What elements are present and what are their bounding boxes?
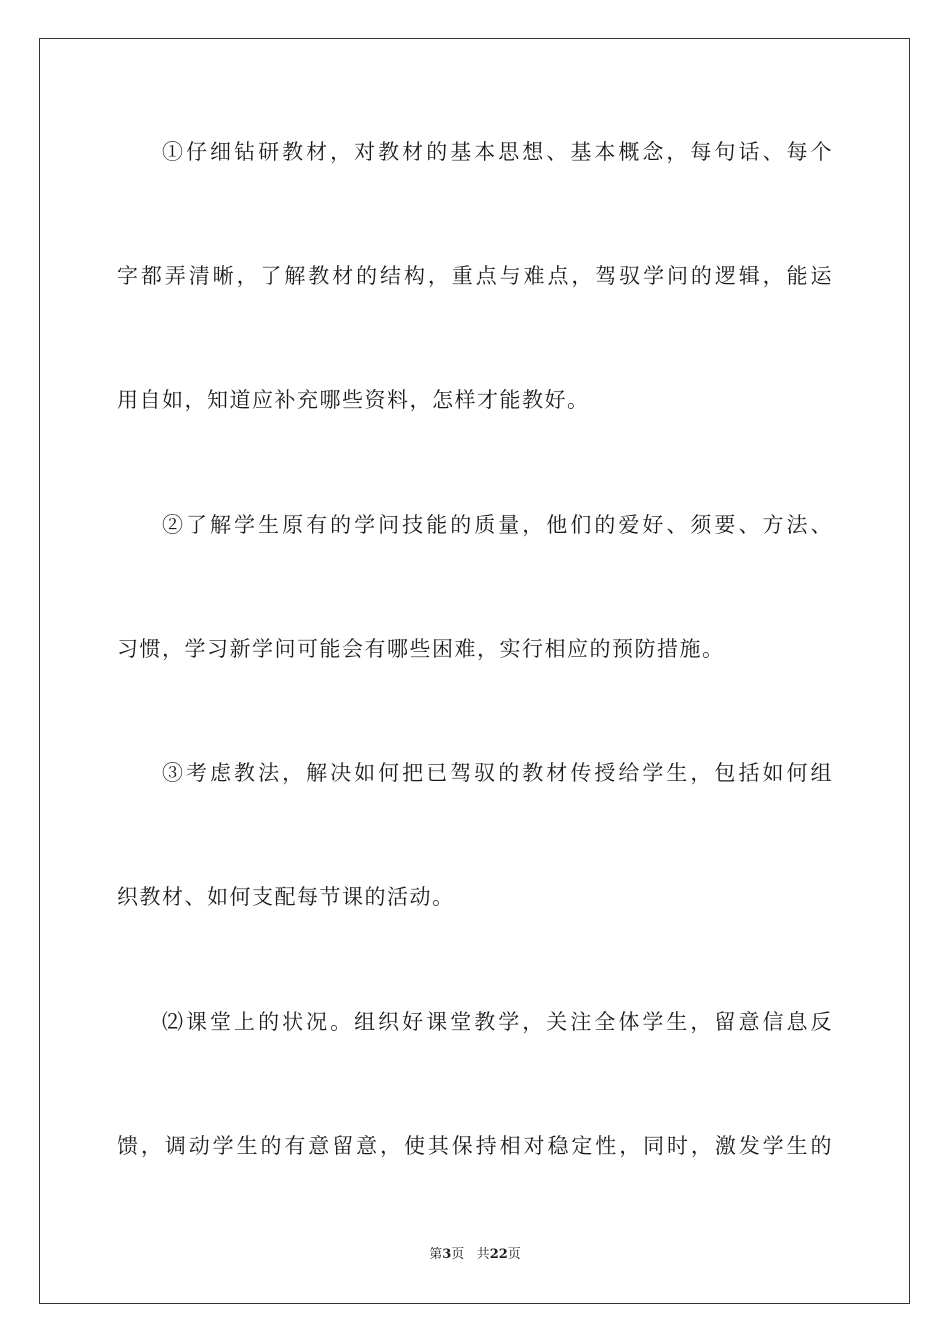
footer-page-number: 3 [442, 1247, 452, 1262]
paragraph-4-line-2: 馈，调动学生的有意留意，使其保持相对稳定性，同时，激发学生的 [117, 1134, 833, 1158]
paragraph-1-line-2: 字都弄清晰，了解教材的结构，重点与难点，驾驭学问的逻辑，能运 [117, 264, 833, 288]
paragraph-3-line-2: 织教材、如何支配每节课的活动。 [117, 885, 455, 909]
footer-page-prefix: 第 [429, 1247, 443, 1262]
paragraph-1-line-3: 用自如，知道应补充哪些资料，怎样才能教好。 [117, 388, 590, 412]
footer-page-suffix: 页 [451, 1247, 465, 1262]
paragraph-2-line-1: ②了解学生原有的学问技能的质量，他们的爱好、须要、方法、 [162, 513, 833, 537]
paragraph-3-line-1: ③考虑教法，解决如何把已驾驭的教材传授给学生，包括如何组 [162, 761, 833, 785]
footer-total-prefix: 共 [476, 1247, 490, 1262]
page-border [39, 38, 910, 1304]
footer-total-suffix: 页 [507, 1247, 521, 1262]
paragraph-4-line-1: ⑵课堂上的状况。组织好课堂教学，关注全体学生，留意信息反 [162, 1010, 833, 1034]
paragraph-1-line-1: ①仔细钻研教材，对教材的基本思想、基本概念，每句话、每个 [162, 140, 833, 164]
page-footer [0, 1246, 950, 1264]
footer-total-pages: 22 [489, 1247, 508, 1262]
paragraph-2-line-2: 习惯，学习新学问可能会有哪些困难，实行相应的预防措施。 [117, 637, 725, 661]
